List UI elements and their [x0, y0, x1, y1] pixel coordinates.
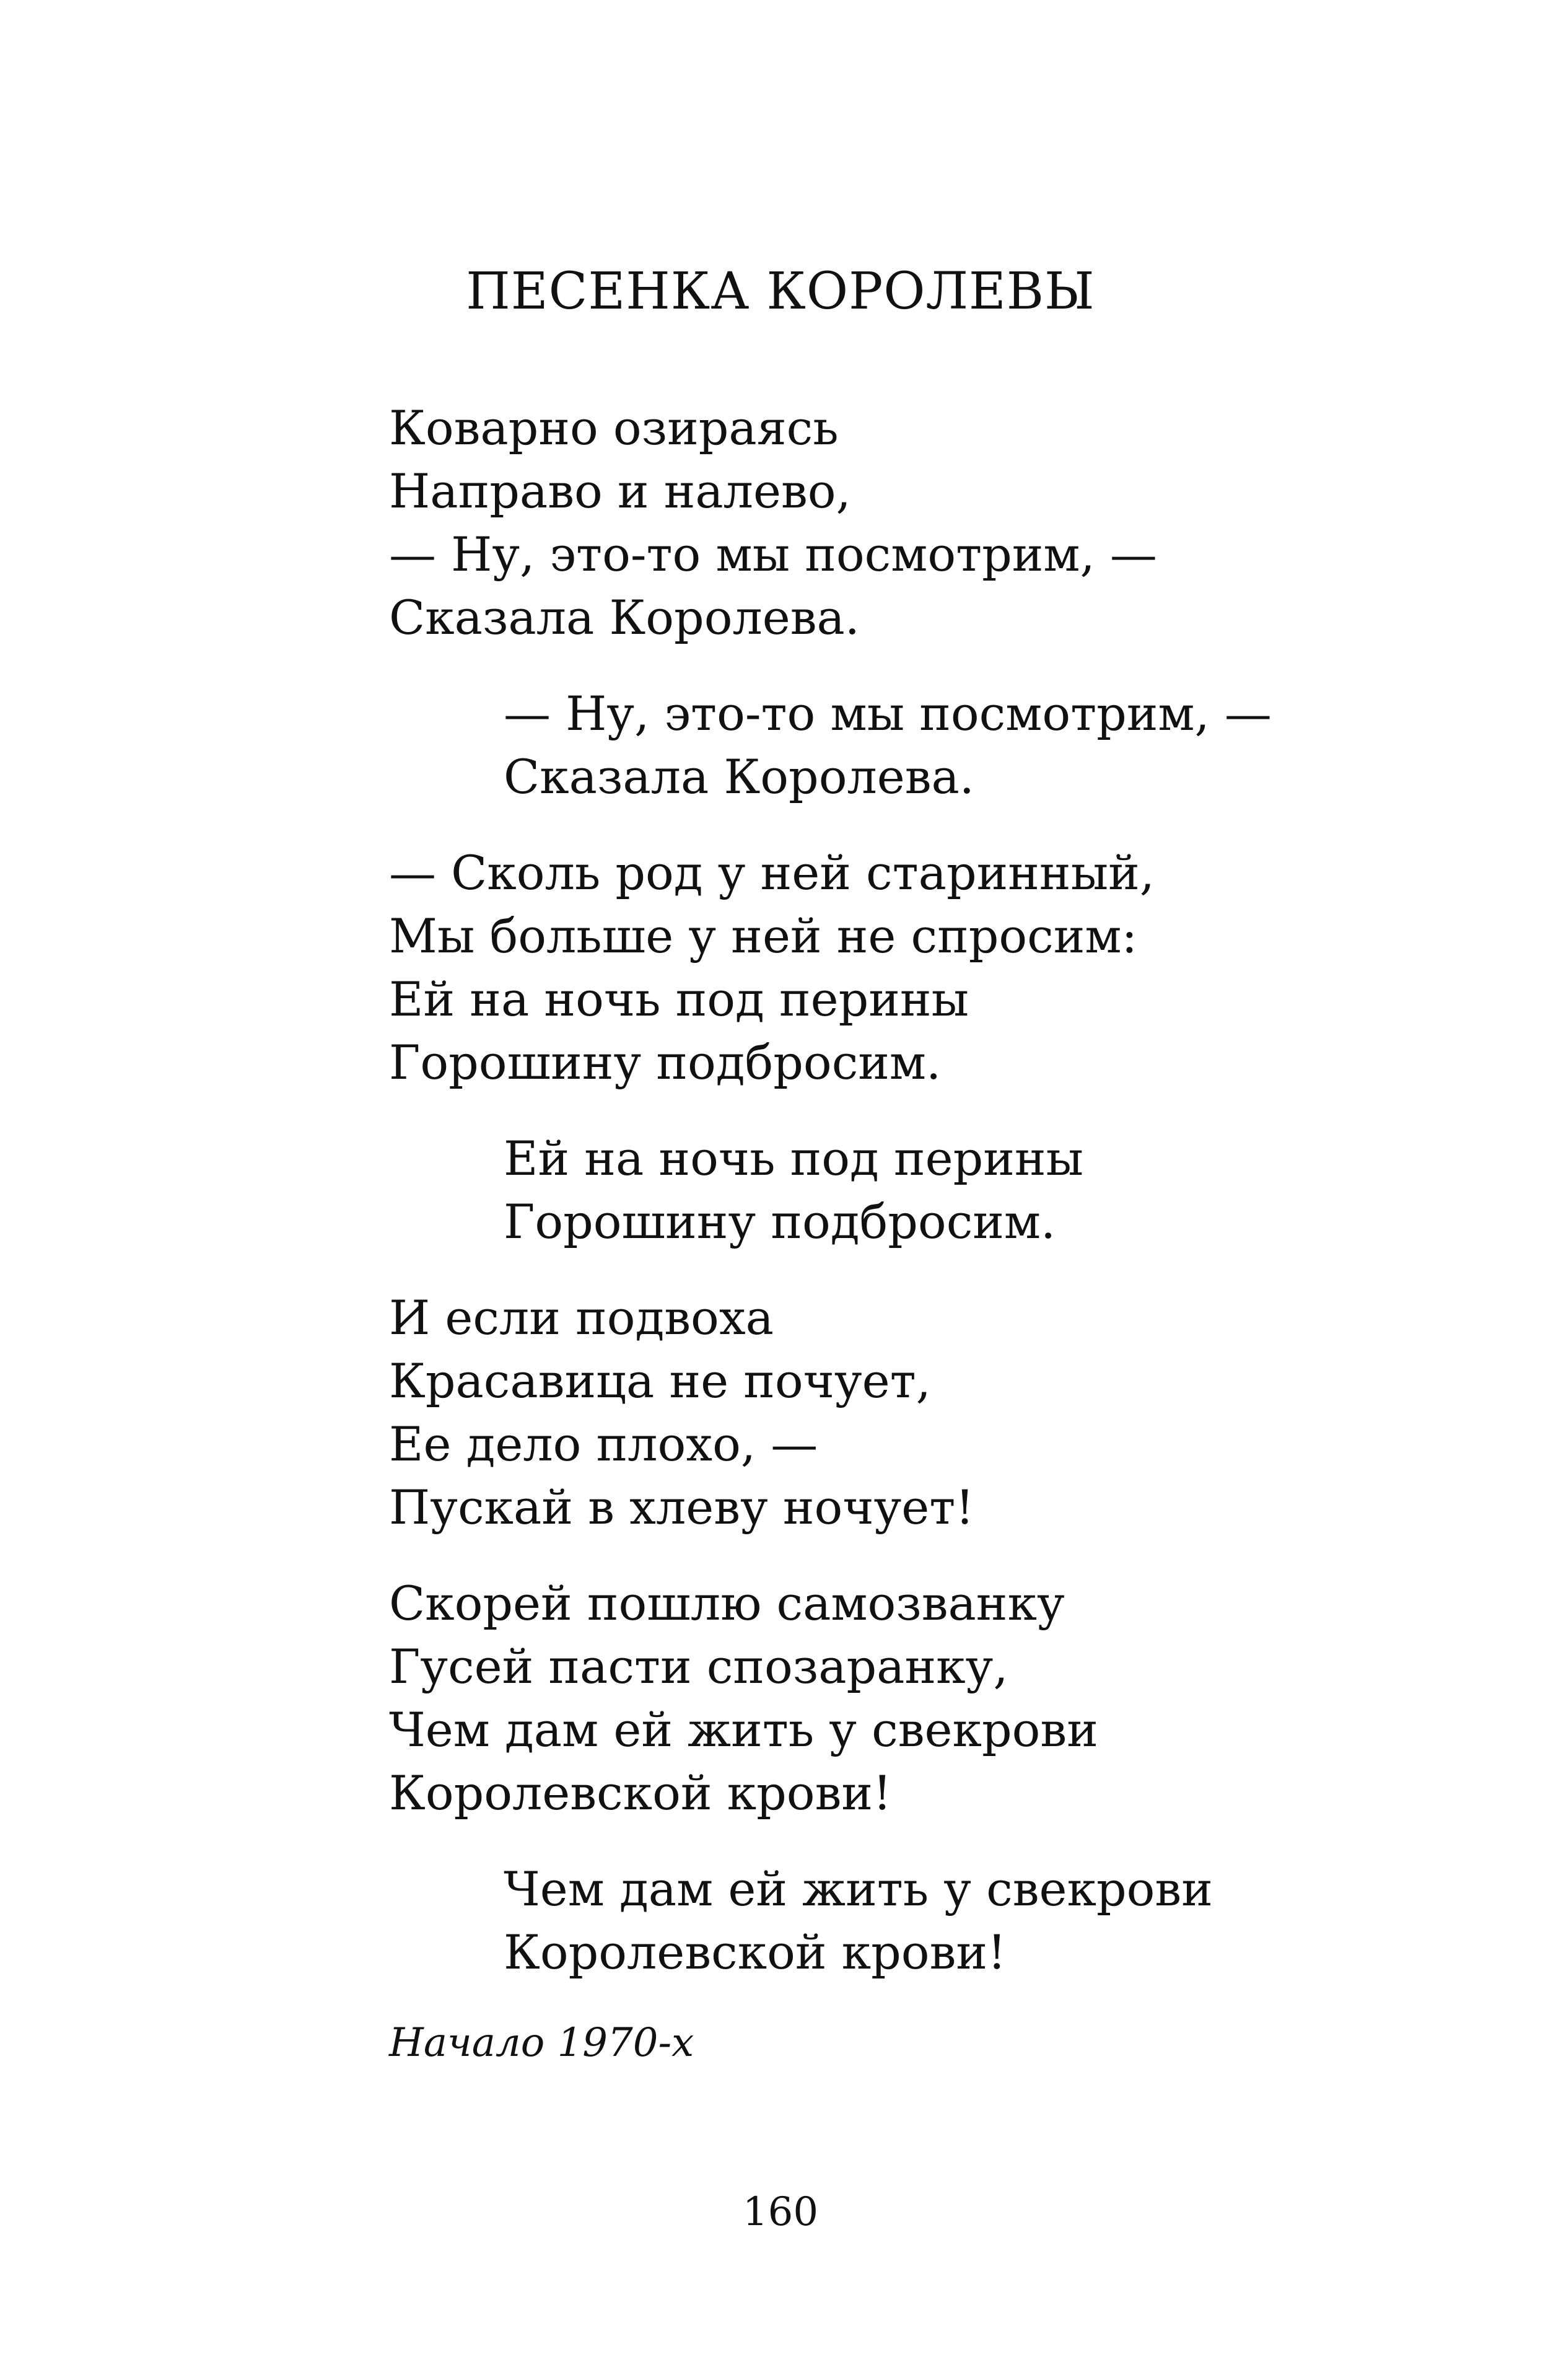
poem-line: Красавица не почует,	[389, 1353, 931, 1408]
poem-body	[389, 397, 1504, 2017]
refrain-stanza	[389, 682, 1504, 809]
poem-line: Королевской крови!	[389, 1765, 892, 1820]
poem-line: Сказала Королева.	[389, 590, 860, 645]
poem-line: Чем дам ей жить у свекрови	[389, 1702, 1098, 1757]
poem-line: — Ну, это-то мы посмотрим, —	[504, 686, 1272, 741]
stanza	[389, 1286, 1504, 1539]
poem-line: Ей на ночь под перины	[389, 972, 969, 1027]
poem-line: Сказала Королева.	[504, 749, 974, 804]
poem-line: Горошину подбросим.	[389, 1035, 942, 1090]
page-number: 160	[742, 2189, 819, 2235]
poem-date: Начало 1970-х	[389, 2020, 694, 2066]
poem-line: Коварно озираясь	[389, 400, 839, 455]
poem-line: Королевской крови!	[504, 1925, 1007, 1980]
poem-line: Ей на ночь под перины	[504, 1131, 1084, 1186]
poem-line: Чем дам ей жить у свекрови	[504, 1861, 1213, 1917]
poem-line: Направо и налево,	[389, 463, 851, 519]
poem-line: Пускай в хлеву ночует!	[389, 1480, 974, 1535]
refrain-stanza	[389, 1127, 1504, 1254]
poem-line: Горошину подбросим.	[504, 1194, 1056, 1249]
poem-title: ПЕСЕНКА КОРОЛЕВЫ	[466, 262, 1095, 321]
refrain-stanza	[389, 1858, 1504, 1984]
poem-line: Мы больше у ней не спросим:	[389, 908, 1138, 964]
poem-line: — Ну, это-то мы посмотрим, —	[389, 527, 1157, 582]
poem-line: Ее дело плохо, —	[389, 1416, 818, 1472]
poem-line: — Сколь род у ней старинный,	[389, 845, 1155, 900]
poem-line: Скорей пошлю самозванку	[389, 1576, 1065, 1631]
stanza	[389, 397, 1504, 649]
poem-line: Гусей пасти спозаранку,	[389, 1639, 1008, 1694]
stanza	[389, 1572, 1504, 1825]
poem-line: И если подвоха	[389, 1290, 774, 1345]
stanza	[389, 841, 1504, 1094]
